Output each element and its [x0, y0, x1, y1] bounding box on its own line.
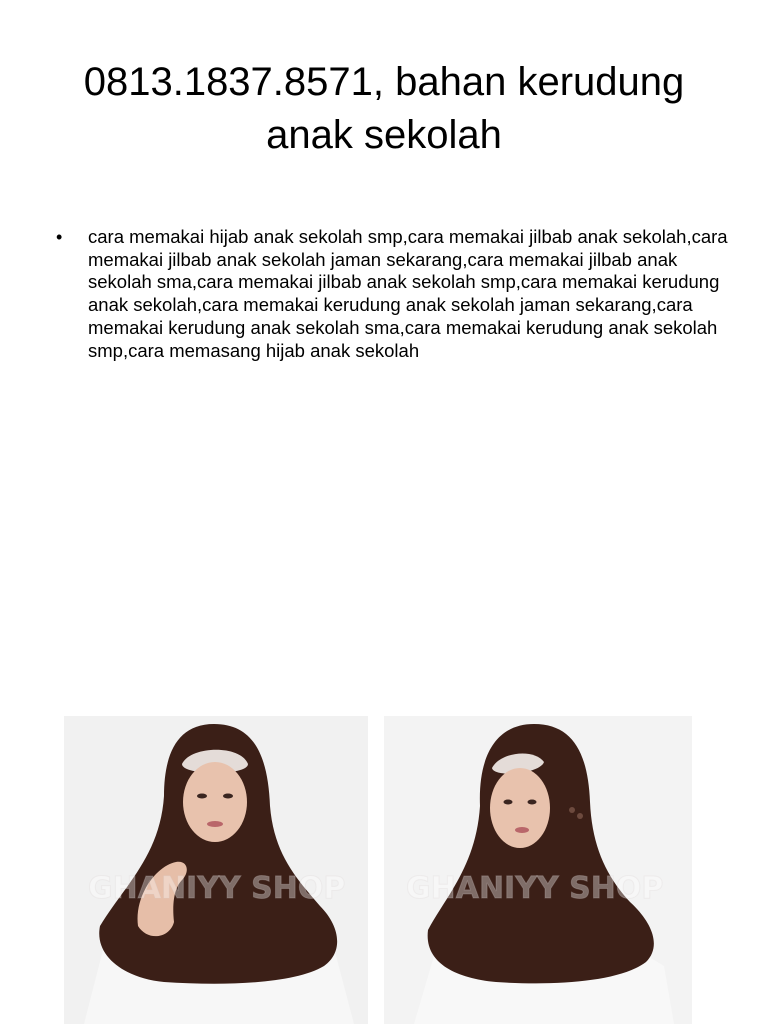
hijab-model-side-image	[384, 716, 692, 1024]
bullet-list	[56, 226, 736, 362]
bullet-item	[56, 226, 736, 362]
hijab-model-front-image	[64, 716, 368, 1024]
watermark-text: GHANIYY SHOP	[406, 871, 664, 906]
watermark-text: GHANIYY SHOP	[88, 871, 346, 906]
bullet-dot-icon: •	[56, 227, 63, 247]
product-photo-side	[384, 716, 692, 1024]
slide-title: 0813.1837.8571, bahan kerudung anak sekolah	[83, 60, 685, 157]
bullet-text: cara memakai hijab anak sekolah smp,cara memakai jilbab anak sekolah,cara memakai jilbab anak sekolah jaman sekarang,cara memakai jilbab anak sekolah sma,cara memakai jilbab anak sekolah smp,cara memakai kerudung anak sekolah,cara memakai kerudung anak sekolah jaman sekarang,cara memakai kerudung anak sekolah sma,cara memakai kerudung anak sekolah smp,cara memasang hijab anak sekolah	[88, 226, 728, 361]
product-photo-front	[64, 716, 368, 1024]
